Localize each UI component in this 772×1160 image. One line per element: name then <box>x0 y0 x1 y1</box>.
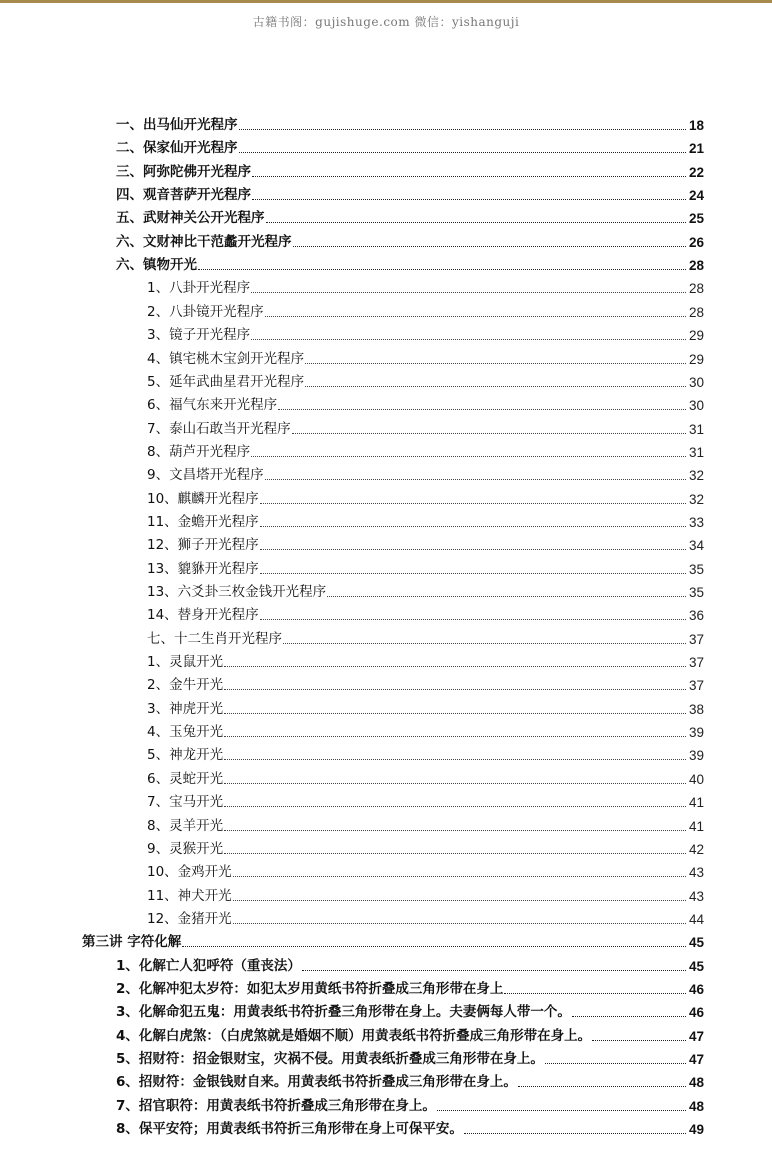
dot-leader <box>305 363 686 364</box>
toc-entry[interactable] <box>147 883 704 905</box>
toc-entry-title: 12、狮子开光程序 <box>147 537 259 554</box>
toc-entry-page: 45 <box>688 935 704 951</box>
toc-entry-title: 4、玉兔开光 <box>147 724 224 741</box>
toc-entry[interactable] <box>147 346 704 368</box>
toc-entry-page: 30 <box>688 374 704 390</box>
dot-leader <box>198 269 686 270</box>
toc-entry-page: 24 <box>688 188 704 204</box>
toc-entry-title: 7、宝马开光 <box>147 794 224 811</box>
dot-leader <box>233 876 686 877</box>
toc-entry[interactable] <box>147 906 704 928</box>
toc-entry-page: 41 <box>688 795 704 811</box>
toc-entry-title: 3、神虎开光 <box>147 700 224 717</box>
toc-entry[interactable] <box>116 1116 704 1138</box>
dot-leader <box>182 946 686 947</box>
toc-entry-page: 35 <box>688 561 704 577</box>
toc-entry[interactable] <box>147 486 704 508</box>
toc-entry-page: 28 <box>688 304 704 320</box>
toc-entry[interactable] <box>147 392 704 414</box>
toc-entry[interactable] <box>147 299 704 321</box>
toc-entry[interactable] <box>147 836 704 858</box>
toc-entry-title: 9、文昌塔开光程序 <box>147 467 264 484</box>
toc-entry-title: 2、金牛开光 <box>147 677 224 694</box>
toc-entry-page: 18 <box>688 118 704 133</box>
dot-leader <box>278 409 686 410</box>
toc-entry-page: 45 <box>688 958 704 974</box>
dot-leader <box>251 456 686 457</box>
toc-entry-page: 37 <box>688 631 704 647</box>
toc-entry-page: 47 <box>688 1028 704 1044</box>
toc-entry-title: 六、文财神比干范蠡开光程序 <box>116 233 292 250</box>
toc-entry-title: 1、八卦开光程序 <box>147 280 251 297</box>
toc-entry-title: 2、八卦镜开光程序 <box>147 303 264 320</box>
toc-entry[interactable] <box>147 649 704 671</box>
toc-entry-title: 3、镜子开光程序 <box>147 327 251 344</box>
toc-entry-page: 28 <box>688 258 704 274</box>
toc-entry-page: 37 <box>688 678 704 694</box>
toc-entry-page: 43 <box>688 865 704 881</box>
dot-leader <box>260 503 686 504</box>
dot-leader <box>239 152 687 153</box>
toc-entry-page: 38 <box>688 701 704 717</box>
toc-entry-page: 48 <box>688 1075 704 1091</box>
toc-entry[interactable] <box>116 1023 704 1045</box>
toc-entry[interactable] <box>147 672 704 694</box>
toc-entry-page: 22 <box>688 164 704 180</box>
toc-entry-page: 41 <box>688 818 704 834</box>
toc-entry-title: 12、金猪开光 <box>147 910 232 927</box>
toc-entry-title: 二、保家仙开光程序 <box>116 140 238 157</box>
dot-leader <box>292 433 686 434</box>
toc-entry[interactable] <box>147 509 704 531</box>
toc-entry-page: 36 <box>688 608 704 624</box>
toc-entry-title: 3、化解命犯五鬼：用黄表纸书符折叠三角形带在身上。夫妻俩每人带一个。 <box>116 1004 571 1021</box>
toc-entry[interactable] <box>116 159 704 181</box>
toc-entry-title: 七、十二生肖开光程序 <box>147 630 282 647</box>
dot-leader <box>265 479 686 480</box>
toc-entry-title: 6、福气东来开光程序 <box>147 397 278 414</box>
toc-entry-title: 8、保平安符；用黄表纸书符折三角形带在身上可保平安。 <box>116 1121 463 1138</box>
toc-entry-title: 第三讲 字符化解 <box>82 934 182 951</box>
toc-entry-page: 49 <box>688 1122 704 1138</box>
dot-leader <box>224 736 686 737</box>
toc-entry-title: 5、延年武曲星君开光程序 <box>147 373 305 390</box>
toc-entry-title: 9、灵猴开光 <box>147 840 224 857</box>
toc-entry-title: 三、阿弥陀佛开光程序 <box>116 163 251 180</box>
toc-entry-page: 34 <box>688 538 704 554</box>
toc-entry[interactable] <box>147 626 704 648</box>
toc-entry-title: 六、镇物开光 <box>116 257 197 274</box>
toc-entry-page: 31 <box>688 444 704 460</box>
toc-entry[interactable] <box>116 999 704 1021</box>
toc-entry-page: 32 <box>688 468 704 484</box>
toc-entry-page: 33 <box>688 514 704 530</box>
toc-entry-title: 2、化解冲犯太岁符：如犯太岁用黄纸书符折叠成三角形带在身上 <box>116 980 504 997</box>
toc-entry-page: 44 <box>688 911 704 927</box>
dot-leader <box>260 573 686 574</box>
toc-entry-title: 一、出马仙开光程序 <box>116 117 238 133</box>
toc-entry-page: 46 <box>688 1005 704 1021</box>
dot-leader <box>224 689 686 690</box>
toc-entry[interactable] <box>116 976 704 998</box>
toc-entry[interactable] <box>147 813 704 835</box>
dot-leader <box>266 222 687 223</box>
dot-leader <box>233 923 686 924</box>
dot-leader <box>305 386 686 387</box>
dot-leader <box>265 316 686 317</box>
toc-entry-page: 35 <box>688 585 704 600</box>
toc-entry[interactable] <box>147 462 704 484</box>
toc-entry[interactable] <box>116 182 704 204</box>
toc-entry-page: 39 <box>688 748 704 764</box>
dot-leader <box>239 129 687 130</box>
toc-entry-title: 四、观音菩萨开光程序 <box>116 187 251 204</box>
toc-entry[interactable] <box>147 275 704 297</box>
toc-entry[interactable] <box>116 229 704 251</box>
dot-leader <box>224 666 686 667</box>
toc-entry[interactable] <box>116 953 704 975</box>
toc-entry-page: 29 <box>688 328 704 344</box>
toc-entry[interactable] <box>147 789 704 811</box>
dot-leader <box>437 1110 686 1111</box>
toc-entry-title: 14、替身开光程序 <box>147 607 259 624</box>
toc-entry[interactable] <box>147 439 704 461</box>
dot-leader <box>260 619 686 620</box>
dot-leader <box>224 806 686 807</box>
dot-leader <box>260 526 686 527</box>
toc-entry-page: 26 <box>688 234 704 250</box>
toc-entry-page: 39 <box>688 725 704 741</box>
dot-leader <box>504 993 686 994</box>
toc-entry[interactable] <box>116 1093 704 1115</box>
dot-leader <box>260 549 686 550</box>
dot-leader <box>518 1086 686 1087</box>
toc-entry-page: 28 <box>688 281 704 297</box>
dot-leader <box>592 1040 686 1041</box>
toc-entry[interactable] <box>147 369 704 391</box>
toc-entry-title: 6、招财符：金银钱财自来。用黄表纸书符折叠成三角形带在身上。 <box>116 1074 517 1091</box>
toc-entry-title: 7、招官职符：用黄表纸书符折叠成三角形带在身上。 <box>116 1097 436 1114</box>
toc-entry[interactable] <box>147 719 704 741</box>
dot-leader <box>233 900 686 901</box>
toc-entry[interactable] <box>147 532 704 554</box>
toc-entry[interactable] <box>147 766 704 788</box>
watermark: 古籍书阁：gujishuge.com 微信：yishanguji <box>252 15 520 29</box>
toc-entry-page: 47 <box>688 1052 704 1067</box>
toc-entry[interactable] <box>147 742 704 764</box>
toc-entry-title: 10、麒麟开光程序 <box>147 490 259 507</box>
toc-entry-title: 8、灵羊开光 <box>147 817 224 834</box>
dot-leader <box>572 1016 686 1017</box>
dot-leader <box>283 643 686 644</box>
dot-leader <box>251 292 686 293</box>
toc-entry-title: 8、葫芦开光程序 <box>147 443 251 460</box>
toc-entry-title: 7、泰山石敢当开光程序 <box>147 420 291 437</box>
toc-entry[interactable] <box>116 135 704 157</box>
toc-entry[interactable] <box>116 1069 704 1091</box>
toc-entry-title: 13、六爻卦三枚金钱开光程序 <box>147 584 327 600</box>
toc-entry[interactable] <box>147 556 704 578</box>
toc-entry[interactable] <box>116 1046 704 1068</box>
toc-entry-title: 1、灵鼠开光 <box>147 654 224 671</box>
dot-leader <box>252 199 686 200</box>
toc-entry-title: 5、招财符：招金银财宝，灾祸不侵。用黄表纸折叠成三角形带在身上。 <box>116 1051 544 1067</box>
toc-entry-page: 43 <box>688 888 704 904</box>
toc-entry-page: 37 <box>688 655 704 671</box>
dot-leader <box>224 713 686 714</box>
toc-entry-title: 10、金鸡开光 <box>147 864 232 881</box>
dot-leader <box>224 853 686 854</box>
toc-entry-title: 11、神犬开光 <box>147 887 232 904</box>
toc-entry-title: 11、金蟾开光程序 <box>147 513 259 530</box>
toc-entry[interactable] <box>147 696 704 718</box>
toc-entry-page: 29 <box>688 351 704 367</box>
toc-entry-title: 4、镇宅桃木宝剑开光程序 <box>147 350 305 367</box>
toc-entry-page: 25 <box>688 211 704 227</box>
toc-entry-page: 31 <box>688 421 704 437</box>
dot-leader <box>224 783 686 784</box>
toc-entry-page: 21 <box>688 141 704 157</box>
toc-entry-page: 48 <box>688 1098 704 1114</box>
toc-entry[interactable] <box>116 205 704 227</box>
toc-entry-page: 32 <box>688 491 704 507</box>
toc-entry-title: 13、貔貅开光程序 <box>147 560 259 577</box>
toc-entry[interactable] <box>147 602 704 624</box>
toc-entry[interactable] <box>147 579 704 601</box>
toc-entry[interactable] <box>116 112 704 134</box>
toc-entry-title: 5、神龙开光 <box>147 747 224 764</box>
dot-leader <box>302 970 686 971</box>
toc-entry-page: 42 <box>688 841 704 857</box>
dot-leader <box>224 830 686 831</box>
toc-entry-page: 46 <box>688 981 704 997</box>
toc-entry-title: 6、灵蛇开光 <box>147 770 224 787</box>
toc-entry[interactable] <box>147 322 704 344</box>
dot-leader <box>327 596 686 597</box>
toc-entry[interactable] <box>116 252 704 274</box>
toc-entry-title: 1、化解亡人犯呼符（重丧法） <box>116 957 301 974</box>
toc-entry-page: 40 <box>688 771 704 787</box>
top-border <box>0 0 772 3</box>
dot-leader <box>224 759 686 760</box>
dot-leader <box>251 339 686 340</box>
toc-entry[interactable] <box>147 416 704 438</box>
dot-leader <box>252 176 686 177</box>
toc-entry[interactable] <box>147 859 704 881</box>
dot-leader <box>293 246 687 247</box>
toc-entry-title: 五、武财神关公开光程序 <box>116 210 265 227</box>
toc-entry[interactable] <box>82 929 704 951</box>
dot-leader <box>464 1133 686 1134</box>
toc-entry-title: 4、化解白虎煞：（白虎煞就是婚姻不顺）用黄表纸书符折叠成三角形带在身上。 <box>116 1027 592 1044</box>
toc-entry-page: 30 <box>688 398 704 414</box>
dot-leader <box>545 1063 686 1064</box>
